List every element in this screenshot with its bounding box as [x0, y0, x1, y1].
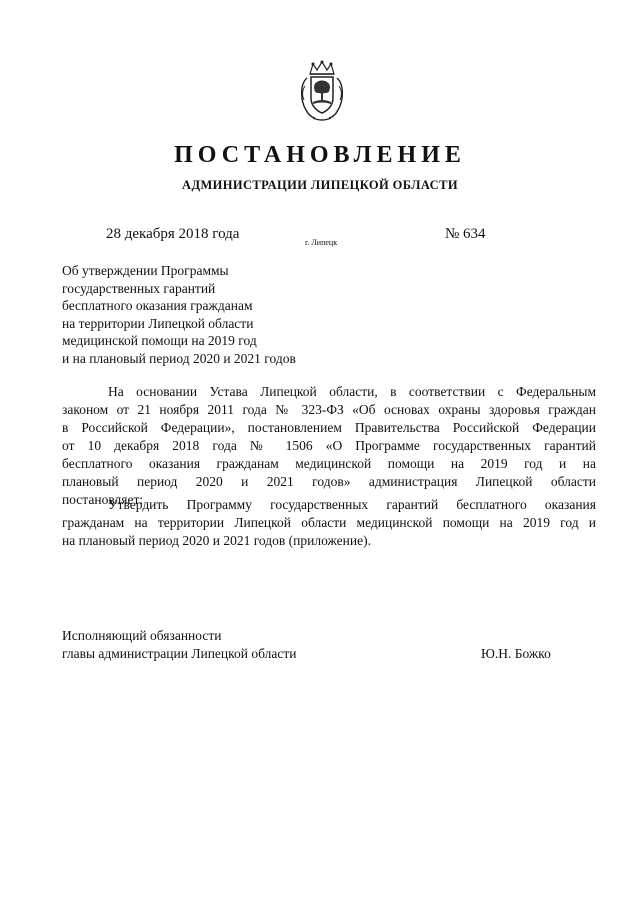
paragraph-line: в Российской Федерации», постановлением Правительства Российской Федерации	[62, 420, 596, 435]
document-type-title: ПОСТАНОВЛЕНИЕ	[174, 142, 466, 168]
signatory-title-line: Исполняющий обязанности	[62, 628, 222, 643]
subject-line: государственных гарантий	[62, 280, 216, 296]
body-paragraph-basis	[62, 383, 596, 509]
signatory-name: Ю.Н. Божко	[481, 646, 551, 661]
paragraph-line: На основании Устава Липецкой области, в соответствии с Федеральным	[108, 384, 596, 399]
paragraph-line: на плановый период 2020 и 2021 годов (приложение).	[62, 533, 371, 548]
subject-line: медицинской помощи на 2019 год	[62, 333, 257, 349]
paragraph-line: Утвердить Программу государственных гарантий бесплатного оказания	[108, 497, 596, 512]
paragraph-line: бесплатного оказания гражданам медицинской помощи на 2019 год и на	[62, 456, 596, 471]
paragraph-line: законом от 21 ноября 2011 года № 323-ФЗ «Об основах охраны здоровья граждан	[62, 402, 596, 417]
subject-line: бесплатного оказания гражданам	[62, 298, 253, 314]
paragraph-line: гражданам на территории Липецкой области медицинской помощи на 2019 год и	[62, 515, 596, 530]
subject-line: на территории Липецкой области	[62, 315, 254, 331]
paragraph-line: от 10 декабря 2018 года № 1506 «О Программе государственных гарантий	[62, 438, 596, 453]
body-paragraph-resolution	[62, 496, 596, 550]
coat-of-arms-icon	[297, 60, 347, 124]
signatory-title-line: главы администрации Липецкой области	[62, 646, 297, 661]
document-number: № 634	[445, 226, 486, 242]
paragraph-line: плановый период 2020 и 2021 годов» администрация Липецкой области	[62, 474, 596, 489]
issuer-name: АДМИНИСТРАЦИИ ЛИПЕЦКОЙ ОБЛАСТИ	[182, 178, 458, 192]
signatory-title	[62, 627, 297, 663]
subject-line: Об утверждении Программы	[62, 263, 229, 278]
document-subject	[62, 262, 296, 368]
document-city: г. Липецк	[305, 238, 338, 247]
subject-line: и на плановый период 2020 и 2021 годов	[62, 350, 296, 366]
paragraph-line: постановляет:	[62, 492, 144, 507]
document-date: 28 декабря 2018 года	[106, 226, 240, 242]
